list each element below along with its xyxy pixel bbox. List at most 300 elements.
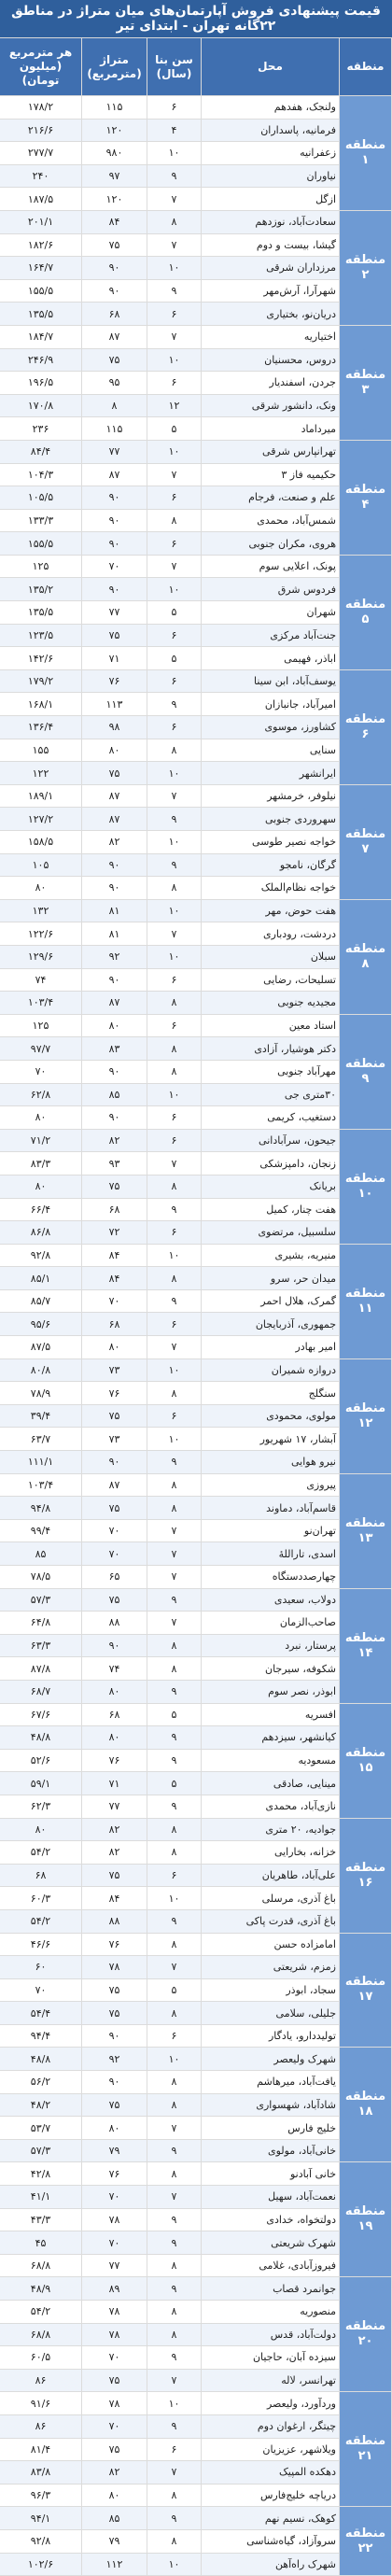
table-row bbox=[0, 1519, 392, 1542]
price-cell: ۸۰ bbox=[0, 877, 82, 900]
table-row bbox=[0, 486, 392, 510]
location-cell: گمرک، هلال احمر bbox=[202, 1289, 340, 1313]
area-cell: ۷۰ bbox=[82, 1542, 147, 1566]
region-cell: منطقه ۳ bbox=[340, 325, 392, 440]
location-cell: نعمت‌آباد، سهیل bbox=[202, 2186, 340, 2209]
area-cell: ۹۰ bbox=[82, 1106, 147, 1130]
table-row bbox=[0, 1657, 392, 1681]
table-row bbox=[0, 831, 392, 854]
table-row bbox=[0, 716, 392, 739]
price-cell: ۷۸/۵ bbox=[0, 1566, 82, 1589]
location-cell: تولیددارو، یادگار bbox=[202, 2024, 340, 2048]
price-cell: ۹۵/۶ bbox=[0, 1313, 82, 1336]
price-cell: ۴۸/۸ bbox=[0, 2048, 82, 2071]
age-cell: ۹ bbox=[147, 2414, 202, 2438]
table-row bbox=[0, 1382, 392, 1405]
area-cell: ۹۰ bbox=[82, 968, 147, 992]
location-cell: استاد معین bbox=[202, 1014, 340, 1037]
area-cell: ۹۰ bbox=[82, 1634, 147, 1657]
price-cell: ۱۰۳/۴ bbox=[0, 1473, 82, 1497]
location-cell: فرمانیه، پاسداران bbox=[202, 119, 340, 142]
area-cell: ۷۰ bbox=[82, 2186, 147, 2209]
table-row bbox=[0, 1428, 392, 1451]
location-cell: یافت‌آباد، میرهاشم bbox=[202, 2071, 340, 2094]
price-cell: ۱۵۵/۵ bbox=[0, 279, 82, 303]
age-cell: ۸ bbox=[147, 992, 202, 1015]
area-cell: ۶۸ bbox=[82, 1313, 147, 1336]
area-cell: ۱۱۵ bbox=[82, 96, 147, 120]
age-cell: ۱۰ bbox=[147, 142, 202, 165]
location-cell: نازی‌آباد، محمدی bbox=[202, 1795, 340, 1818]
price-cell: ۶۶/۴ bbox=[0, 1198, 82, 1221]
price-cell: ۵۴/۴ bbox=[0, 2002, 82, 2025]
location-cell: علی‌آباد، طاهریان bbox=[202, 1864, 340, 1887]
table-row bbox=[0, 601, 392, 625]
location-cell: کشاورز، موسوی bbox=[202, 716, 340, 739]
area-cell: ۸۵ bbox=[82, 2507, 147, 2530]
area-cell: ۸۷ bbox=[82, 992, 147, 1015]
location-cell: کیانشهر، سیزدهم bbox=[202, 1726, 340, 1750]
area-cell: ۷۵ bbox=[82, 1588, 147, 1612]
age-cell: ۸ bbox=[147, 509, 202, 532]
price-cell: ۷۰ bbox=[0, 1978, 82, 2002]
table-row bbox=[0, 1542, 392, 1566]
area-cell: ۶۵ bbox=[82, 1566, 147, 1589]
location-cell: اختیاریه bbox=[202, 325, 340, 348]
area-cell: ۹۰ bbox=[82, 257, 147, 280]
location-cell: زنجان، دامپزشکی bbox=[202, 1152, 340, 1175]
price-cell: ۸۳/۸ bbox=[0, 2461, 82, 2485]
location-cell: شادآباد، شهسواری bbox=[202, 2093, 340, 2117]
price-cell: ۱۹۶/۵ bbox=[0, 372, 82, 395]
region-cell: منطقه ۹ bbox=[340, 1014, 392, 1129]
price-cell: ۵۹/۱ bbox=[0, 1772, 82, 1795]
area-cell: ۸۲ bbox=[82, 831, 147, 854]
area-cell: ۹۸۰ bbox=[82, 142, 147, 165]
table-row bbox=[0, 2484, 392, 2507]
table-header bbox=[0, 38, 392, 96]
area-cell: ۸۷ bbox=[82, 1473, 147, 1497]
table-row bbox=[0, 1289, 392, 1313]
table-row bbox=[0, 2024, 392, 2048]
price-cell: ۱۴۲/۶ bbox=[0, 647, 82, 670]
table-row bbox=[0, 693, 392, 716]
price-cell: ۴۱/۱ bbox=[0, 2186, 82, 2209]
area-cell: ۸۳ bbox=[82, 1037, 147, 1061]
age-cell: ۱۰ bbox=[147, 257, 202, 280]
location-cell: مرزداران شرقی bbox=[202, 257, 340, 280]
age-cell: ۷ bbox=[147, 325, 202, 348]
location-cell: جردن، اسفندیار bbox=[202, 372, 340, 395]
price-cell: ۸۶ bbox=[0, 2414, 82, 2438]
price-cell: ۵۲/۶ bbox=[0, 1749, 82, 1772]
location-cell: چیتگر، ارغوان دوم bbox=[202, 2414, 340, 2438]
table-row bbox=[0, 2346, 392, 2370]
table-row bbox=[0, 1267, 392, 1290]
location-cell: دولت‌آباد، قدس bbox=[202, 2323, 340, 2346]
area-cell: ۷۴ bbox=[82, 1657, 147, 1681]
area-cell: ۹۰ bbox=[82, 486, 147, 510]
table-row bbox=[0, 1106, 392, 1130]
age-cell: ۷ bbox=[147, 922, 202, 946]
age-cell: ۷ bbox=[147, 2461, 202, 2485]
table-row bbox=[0, 2277, 392, 2301]
table-row bbox=[0, 1680, 392, 1703]
location-cell: فردوس شرق bbox=[202, 578, 340, 601]
location-cell: وردآورد، ولیعصر bbox=[202, 2392, 340, 2415]
location-cell: نیاوران bbox=[202, 164, 340, 188]
region-cell: منطقه ۲۰ bbox=[340, 2277, 392, 2392]
location-cell: سروآزاد، گیاه‌شناسی bbox=[202, 2529, 340, 2553]
price-cell: ۸۳/۳ bbox=[0, 1152, 82, 1175]
table-row bbox=[0, 624, 392, 647]
location-cell: هفت حوض، مهر bbox=[202, 899, 340, 922]
location-cell: حکیمیه فاز ۳ bbox=[202, 463, 340, 486]
table-row bbox=[0, 2208, 392, 2231]
location-cell: زمزم، شریعتی bbox=[202, 1956, 340, 1979]
price-cell: ۳۹/۴ bbox=[0, 1404, 82, 1428]
location-cell: ولنجک، هفدهم bbox=[202, 96, 340, 120]
table-row bbox=[0, 1221, 392, 1245]
age-cell: ۸ bbox=[147, 1382, 202, 1405]
age-cell: ۶ bbox=[147, 1864, 202, 1887]
area-cell: ۹۰ bbox=[82, 509, 147, 532]
age-cell: ۸ bbox=[147, 1497, 202, 1520]
location-cell: سعادت‌آباد، نوزدهم bbox=[202, 210, 340, 233]
location-cell: کوهک، نسیم نهم bbox=[202, 2507, 340, 2530]
table-row bbox=[0, 1887, 392, 1910]
area-cell: ۹۰ bbox=[82, 853, 147, 877]
price-cell: ۷۱/۲ bbox=[0, 1129, 82, 1152]
age-cell: ۶ bbox=[147, 1313, 202, 1336]
area-cell: ۹۵ bbox=[82, 372, 147, 395]
area-cell: ۷۰ bbox=[82, 2414, 147, 2438]
area-cell: ۷۰ bbox=[82, 2346, 147, 2370]
age-cell: ۶ bbox=[147, 1106, 202, 1130]
table-row bbox=[0, 647, 392, 670]
table-row bbox=[0, 1060, 392, 1083]
table-row bbox=[0, 808, 392, 831]
area-cell: ۷۶ bbox=[82, 669, 147, 693]
table-row bbox=[0, 1244, 392, 1267]
age-cell: ۹ bbox=[147, 2507, 202, 2530]
age-cell: ۷ bbox=[147, 555, 202, 578]
location-cell: جوانمرد قصاب bbox=[202, 2277, 340, 2301]
area-cell: ۸۰ bbox=[82, 1014, 147, 1037]
area-cell: ۱۱۳ bbox=[82, 693, 147, 716]
table-row bbox=[0, 1404, 392, 1428]
price-cell: ۸۵/۷ bbox=[0, 1289, 82, 1313]
age-cell: ۶ bbox=[147, 532, 202, 556]
price-cell: ۶۷/۶ bbox=[0, 1703, 82, 1726]
location-cell: سجاد، ابوذر bbox=[202, 1978, 340, 2002]
region-cell: منطقه ۱۴ bbox=[340, 1588, 392, 1703]
table-row bbox=[0, 2002, 392, 2025]
area-cell: ۸۴ bbox=[82, 1244, 147, 1267]
table-row bbox=[0, 279, 392, 303]
age-cell: ۹ bbox=[147, 279, 202, 303]
price-cell: ۹۶/۳ bbox=[0, 2484, 82, 2507]
table-row bbox=[0, 922, 392, 946]
table-row bbox=[0, 1175, 392, 1198]
area-cell: ۹۰ bbox=[82, 1060, 147, 1083]
price-cell: ۸۷/۵ bbox=[0, 1336, 82, 1359]
price-cell: ۸۶ bbox=[0, 2369, 82, 2392]
location-cell: افسریه bbox=[202, 1703, 340, 1726]
age-cell: ۹ bbox=[147, 2277, 202, 2301]
area-cell: ۷۸ bbox=[82, 2301, 147, 2324]
location-cell: شمس‌آباد، محمدی bbox=[202, 509, 340, 532]
area-cell: ۹۰ bbox=[82, 532, 147, 556]
price-cell: ۹۴/۱ bbox=[0, 2507, 82, 2530]
price-cell: ۲۴۰ bbox=[0, 164, 82, 188]
area-cell: ۷۶ bbox=[82, 1382, 147, 1405]
location-cell: پیروزی bbox=[202, 1473, 340, 1497]
price-cell: ۸۰/۸ bbox=[0, 1358, 82, 1382]
age-cell: ۵ bbox=[147, 601, 202, 625]
area-cell: ۸۰ bbox=[82, 1336, 147, 1359]
table-row bbox=[0, 2553, 392, 2576]
header-age: سن بنا (سال) bbox=[147, 38, 202, 96]
location-cell: گرگان، نامجو bbox=[202, 853, 340, 877]
location-cell: خواجه نصیر طوسی bbox=[202, 831, 340, 854]
area-cell: ۷۵ bbox=[82, 1864, 147, 1887]
price-cell: ۱۲۹/۶ bbox=[0, 945, 82, 968]
area-cell: ۷۰ bbox=[82, 1289, 147, 1313]
age-cell: ۸ bbox=[147, 2071, 202, 2094]
area-cell: ۷۵ bbox=[82, 1497, 147, 1520]
table-row bbox=[0, 762, 392, 785]
age-cell: ۹ bbox=[147, 2346, 202, 2370]
age-cell: ۷ bbox=[147, 1566, 202, 1589]
age-cell: ۷ bbox=[147, 1612, 202, 1635]
age-cell: ۷ bbox=[147, 784, 202, 808]
age-cell: ۱۰ bbox=[147, 1428, 202, 1451]
area-cell: ۹۲ bbox=[82, 2048, 147, 2071]
region-cell: منطقه ۱۵ bbox=[340, 1703, 392, 1818]
age-cell: ۱۰ bbox=[147, 1083, 202, 1106]
location-cell: سهروردی جنوبی bbox=[202, 808, 340, 831]
price-cell: ۹۴/۴ bbox=[0, 2024, 82, 2048]
table-row bbox=[0, 119, 392, 142]
price-cell: ۴۸/۸ bbox=[0, 1726, 82, 1750]
age-cell: ۱۰ bbox=[147, 1887, 202, 1910]
location-cell: هروی، مکران جنوبی bbox=[202, 532, 340, 556]
price-cell: ۴۲/۸ bbox=[0, 2162, 82, 2186]
price-cell: ۹۴/۸ bbox=[0, 1497, 82, 1520]
age-cell: ۹ bbox=[147, 2208, 202, 2231]
area-cell: ۷۶ bbox=[82, 2162, 147, 2186]
location-cell: نیلوفر، خرمشهر bbox=[202, 784, 340, 808]
age-cell: ۷ bbox=[147, 463, 202, 486]
age-cell: ۷ bbox=[147, 1519, 202, 1542]
table-row bbox=[0, 2369, 392, 2392]
age-cell: ۱۲ bbox=[147, 394, 202, 417]
region-cell: منطقه ۱۹ bbox=[340, 2162, 392, 2277]
table-row bbox=[0, 2231, 392, 2255]
price-cell: ۱۳۳/۳ bbox=[0, 509, 82, 532]
price-cell: ۱۲۵ bbox=[0, 1014, 82, 1037]
location-cell: خزانه، بخارایی bbox=[202, 1841, 340, 1865]
price-cell: ۱۵۸/۵ bbox=[0, 831, 82, 854]
area-cell: ۸۱ bbox=[82, 922, 147, 946]
area-cell: ۸۹ bbox=[82, 2277, 147, 2301]
location-cell: ۳۰متری جی bbox=[202, 1083, 340, 1106]
age-cell: ۵ bbox=[147, 647, 202, 670]
price-cell: ۱۲۷/۲ bbox=[0, 808, 82, 831]
price-cell: ۵۴/۲ bbox=[0, 1909, 82, 1933]
age-cell: ۸ bbox=[147, 1060, 202, 1083]
age-cell: ۸ bbox=[147, 210, 202, 233]
age-cell: ۶ bbox=[147, 1221, 202, 1245]
age-cell: ۶ bbox=[147, 372, 202, 395]
age-cell: ۶ bbox=[147, 716, 202, 739]
area-cell: ۸ bbox=[82, 394, 147, 417]
area-cell: ۷۵ bbox=[82, 1175, 147, 1198]
area-cell: ۷۰ bbox=[82, 2231, 147, 2255]
age-cell: ۹ bbox=[147, 2139, 202, 2162]
location-cell: مولوی، محمودی bbox=[202, 1404, 340, 1428]
table-row bbox=[0, 1726, 392, 1750]
area-cell: ۹۷ bbox=[82, 164, 147, 188]
area-cell: ۷۳ bbox=[82, 1428, 147, 1451]
age-cell: ۷ bbox=[147, 1152, 202, 1175]
age-cell: ۷ bbox=[147, 233, 202, 257]
area-cell: ۸۰ bbox=[82, 739, 147, 762]
location-cell: منصوریه bbox=[202, 2301, 340, 2324]
price-cell: ۶۸/۷ bbox=[0, 1680, 82, 1703]
area-cell: ۷۰ bbox=[82, 555, 147, 578]
region-cell: منطقه ۷ bbox=[340, 784, 392, 899]
price-cell: ۱۳۵/۵ bbox=[0, 601, 82, 625]
area-cell: ۸۴ bbox=[82, 1887, 147, 1910]
location-cell: میدان حر، سرو bbox=[202, 1267, 340, 1290]
region-cell: منطقه ۲۱ bbox=[340, 2392, 392, 2507]
price-cell: ۱۲۲ bbox=[0, 762, 82, 785]
location-cell: تهرانپارس شرقی bbox=[202, 440, 340, 463]
area-cell: ۱۱۲ bbox=[82, 2553, 147, 2576]
age-cell: ۹ bbox=[147, 1726, 202, 1750]
area-cell: ۶۸ bbox=[82, 303, 147, 326]
area-cell: ۷۳ bbox=[82, 1358, 147, 1382]
table-row bbox=[0, 2093, 392, 2117]
age-cell: ۸ bbox=[147, 2254, 202, 2277]
age-cell: ۸ bbox=[147, 1267, 202, 1290]
location-cell: سنگلج bbox=[202, 1382, 340, 1405]
age-cell: ۷ bbox=[147, 2369, 202, 2392]
area-cell: ۷۱ bbox=[82, 1772, 147, 1795]
age-cell: ۶ bbox=[147, 624, 202, 647]
age-cell: ۷ bbox=[147, 2186, 202, 2209]
area-cell: ۷۶ bbox=[82, 1933, 147, 1956]
age-cell: ۶ bbox=[147, 486, 202, 510]
area-cell: ۷۵ bbox=[82, 2093, 147, 2117]
table-row bbox=[0, 1864, 392, 1887]
area-cell: ۷۱ bbox=[82, 647, 147, 670]
location-cell: تهران‌نو bbox=[202, 1519, 340, 1542]
price-cell: ۸۴/۴ bbox=[0, 440, 82, 463]
price-cell: ۲۷۷/۷ bbox=[0, 142, 82, 165]
header-region: منطقه bbox=[340, 38, 392, 96]
price-cell: ۸۵ bbox=[0, 1542, 82, 1566]
table-row bbox=[0, 2139, 392, 2162]
area-cell: ۷۵ bbox=[82, 1404, 147, 1428]
area-cell: ۷۸ bbox=[82, 2392, 147, 2415]
price-cell: ۹۹/۴ bbox=[0, 1519, 82, 1542]
age-cell: ۸ bbox=[147, 1841, 202, 1865]
age-cell: ۶ bbox=[147, 669, 202, 693]
area-cell: ۷۹ bbox=[82, 2139, 147, 2162]
area-cell: ۸۷ bbox=[82, 808, 147, 831]
table-row bbox=[0, 1566, 392, 1589]
table-row bbox=[0, 417, 392, 441]
price-cell: ۱۶۸/۱ bbox=[0, 693, 82, 716]
area-cell: ۸۰ bbox=[82, 2117, 147, 2140]
area-cell: ۷۵ bbox=[82, 2002, 147, 2025]
location-cell: سبلان bbox=[202, 945, 340, 968]
region-cell: منطقه ۱۷ bbox=[340, 1933, 392, 2048]
price-cell: ۱۰۳/۴ bbox=[0, 992, 82, 1015]
age-cell: ۷ bbox=[147, 2117, 202, 2140]
price-cell: ۱۷۹/۲ bbox=[0, 669, 82, 693]
age-cell: ۱۰ bbox=[147, 578, 202, 601]
price-cell: ۷۸/۹ bbox=[0, 1382, 82, 1405]
price-cell: ۵۷/۳ bbox=[0, 1588, 82, 1612]
price-cell: ۲۱۶/۶ bbox=[0, 119, 82, 142]
price-cell: ۱۳۵/۲ bbox=[0, 578, 82, 601]
area-cell: ۷۷ bbox=[82, 2254, 147, 2277]
price-cell: ۸۷/۸ bbox=[0, 1657, 82, 1681]
price-cell: ۸۰ bbox=[0, 1175, 82, 1198]
area-cell: ۷۵ bbox=[82, 1978, 147, 2002]
location-cell: امیر بهادر bbox=[202, 1336, 340, 1359]
table-row bbox=[0, 1451, 392, 1474]
area-cell: ۷۷ bbox=[82, 601, 147, 625]
area-cell: ۸۷ bbox=[82, 463, 147, 486]
price-cell: ۱۶۴/۷ bbox=[0, 257, 82, 280]
table-row bbox=[0, 1703, 392, 1726]
table-row bbox=[0, 784, 392, 808]
table-row bbox=[0, 1037, 392, 1061]
price-cell: ۴۸/۲ bbox=[0, 2093, 82, 2117]
table-row bbox=[0, 509, 392, 532]
region-cell: منطقه ۱۳ bbox=[340, 1473, 392, 1588]
price-cell: ۵۴/۲ bbox=[0, 2301, 82, 2324]
area-cell: ۸۲ bbox=[82, 2461, 147, 2485]
region-cell: منطقه ۱۱ bbox=[340, 1244, 392, 1358]
price-cell: ۱۷۸/۲ bbox=[0, 96, 82, 120]
price-cell: ۱۱۱/۱ bbox=[0, 1451, 82, 1474]
price-cell: ۹۱/۶ bbox=[0, 2392, 82, 2415]
table-row bbox=[0, 945, 392, 968]
location-cell: اباذر، فهیمی bbox=[202, 647, 340, 670]
price-cell: ۷۰ bbox=[0, 1060, 82, 1083]
location-cell: فیروزآبادی، غلامی bbox=[202, 2254, 340, 2277]
location-cell: خانی‌آباد، مولوی bbox=[202, 2139, 340, 2162]
location-cell: جوادیه، ۲۰ متری bbox=[202, 1818, 340, 1841]
location-cell: تهرانسر، لاله bbox=[202, 2369, 340, 2392]
area-cell: ۹۰ bbox=[82, 877, 147, 900]
table-row bbox=[0, 2301, 392, 2324]
area-cell: ۱۱۵ bbox=[82, 417, 147, 441]
location-cell: دستغیب، کریمی bbox=[202, 1106, 340, 1130]
location-cell: باغ آذری، قدرت پاکی bbox=[202, 1909, 340, 1933]
table-row bbox=[0, 1083, 392, 1106]
location-cell: شهرک شریعتی bbox=[202, 2231, 340, 2255]
table-row bbox=[0, 1978, 392, 2002]
age-cell: ۶ bbox=[147, 1014, 202, 1037]
table-row bbox=[0, 2117, 392, 2140]
